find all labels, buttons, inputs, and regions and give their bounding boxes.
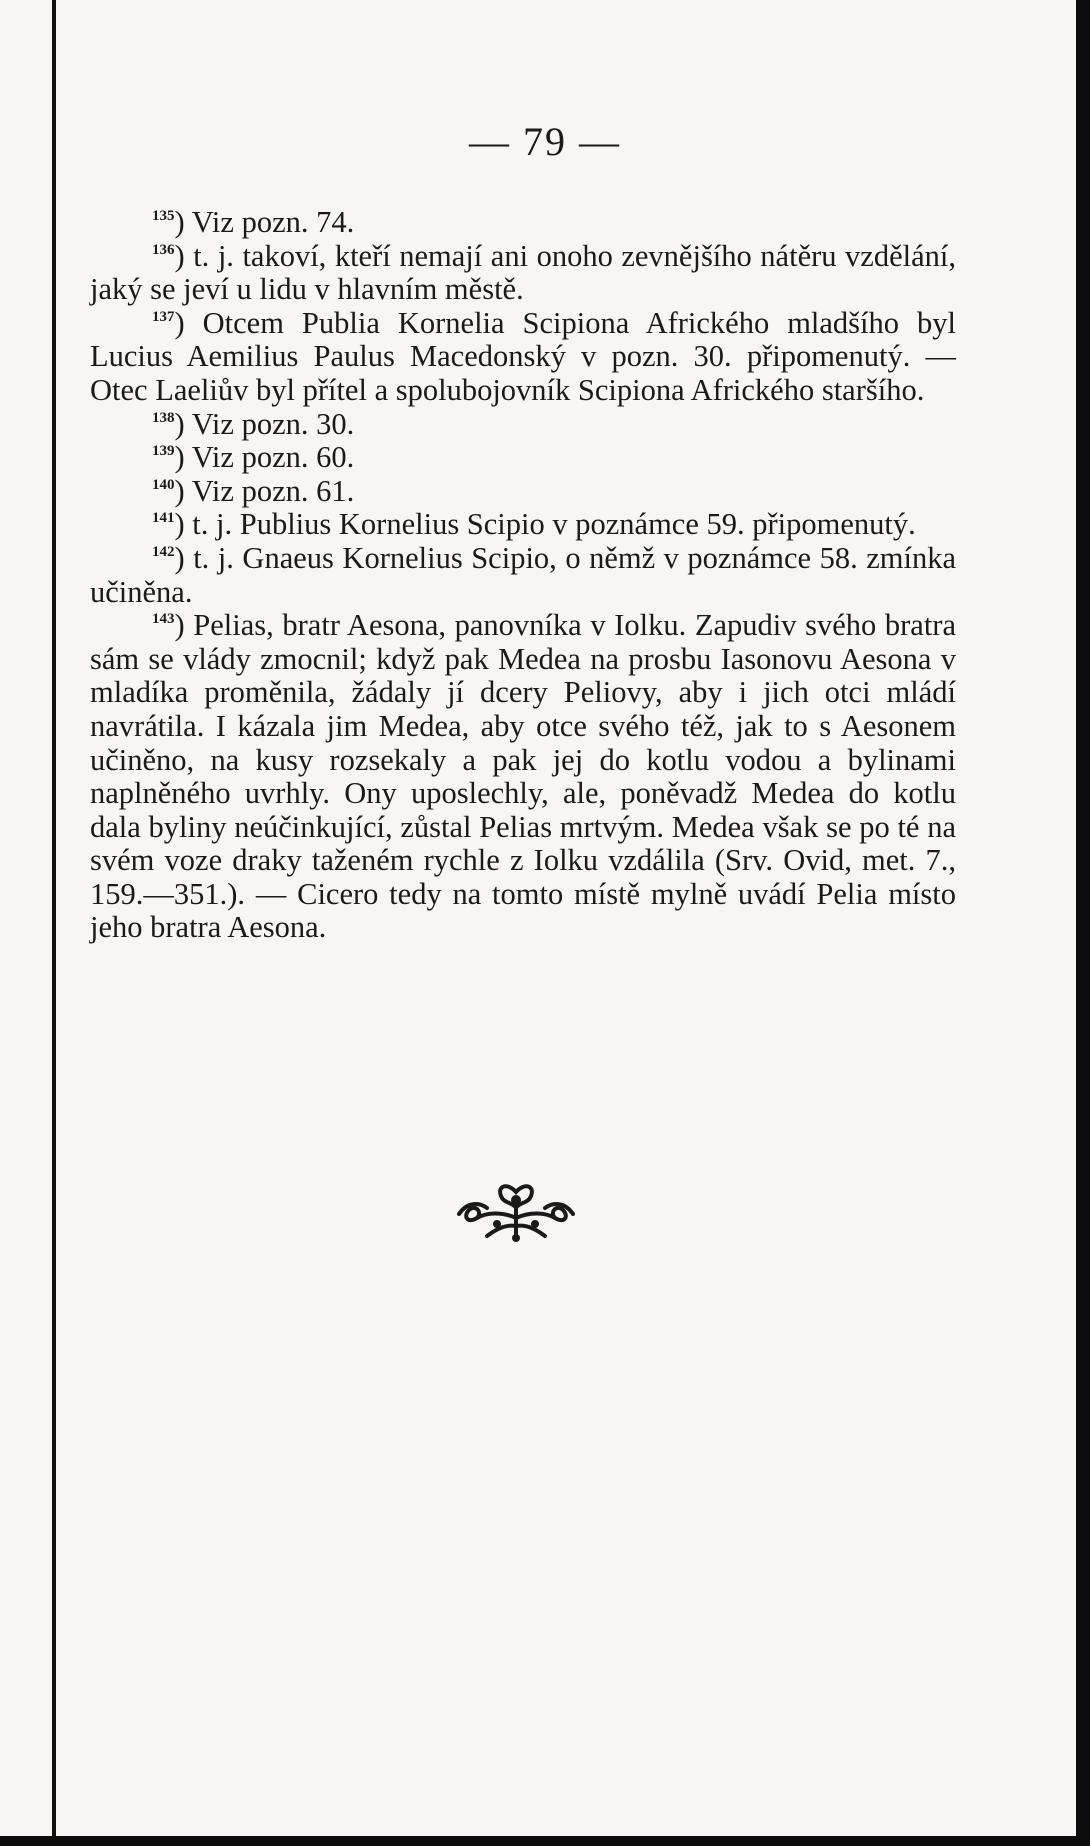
footnote-ref: 137	[152, 308, 175, 325]
footnote-ref: 139	[152, 443, 175, 460]
footnote-ref: 138	[152, 409, 175, 426]
footnote: $^{135}$) Viz pozn. 74.	[152, 205, 355, 239]
scan-edge-right	[1076, 0, 1090, 1846]
floral-ornament-icon	[457, 1178, 575, 1244]
footnote: $^{139}$) Viz pozn. 60.	[152, 440, 355, 475]
footnote-ref: 136	[152, 241, 175, 258]
footnote-ref: 140	[152, 476, 175, 493]
footnote-text: Viz pozn. 74.	[191, 205, 355, 239]
footnote-ref: 135	[152, 208, 175, 224]
footnote: $^{136}$) t. j. takoví, kteří nemají ani onoho zevnějšího nátěru vzdělání, jaký se jeví u lidu v hlavním městě.	[90, 238, 956, 307]
footnote-ref: 143	[152, 611, 175, 628]
binding-edge	[52, 0, 56, 1846]
footnote-text: Viz pozn. 30.	[191, 406, 355, 441]
footnote-ref: 142	[152, 543, 175, 560]
page-number: — 79 —	[469, 119, 621, 164]
scan-edge-bottom	[0, 1836, 1090, 1846]
footnote-ref: 141	[152, 510, 175, 527]
footnote: $^{143}$) Pelias, bratr Aesona, panovníka v Iolku. Zapudiv svého bratra sám se vlády zmocnil; když pak Medea na prosbu Iasonovu Aesona v mladíka proměnila, žádaly jí dcery Peliovy, aby i jich otci mládí navrátila. I kázala jim Medea, aby otce svého též, jak to s Aesonem učiněno, na kusy rozsekaly a pak jej do kotlu vodou a bylinami naplněného uvrhly. Ony uposlechly, ale, poněvadž Medea do kotlu dala byliny neúčinkující, zůstal Pelias mrtvým. Medea však se po té na svém voze draky taženém rychle z Iolku vzdálila (Srv. Ovid, met. 7., 159.—351.). — Cicero tedy na tomto místě mylně uvádí Pelia místo jeho bratra Aesona.	[90, 608, 956, 945]
footnote-text: t. j. Gnaeus Kornelius Scipio, o němž v poznámce 58. zmínka učiněna.	[90, 540, 956, 609]
footnote: $^{140}$) Viz pozn. 61.	[152, 473, 355, 508]
footnote: $^{138}$) Viz pozn. 30.	[152, 406, 355, 441]
footnote-text: Viz pozn. 60.	[191, 440, 355, 475]
footnote-text: t. j. Publius Kornelius Scipio v poznámce 59. připomenutý.	[192, 507, 916, 542]
footnote-text: Pelias, bratr Aesona, panovníka v Iolku. Zapudiv svého bratra sám se vlády zmocnil; když pak Medea na prosbu Iasonovu Aesona v mladíka proměnila, žádaly jí dcery Peliovy, aby i jich otci mládí navrátila. I kázala jim Medea, aby otce svého též, jak to s Aesonem učiněno, na kusy rozsekaly a pak jej do kotlu vodou a bylinami naplněného uvrhly. Ony uposlechly, ale, poněvadž Medea do kotlu dala byliny neúčinkující, zůstal Pelias mrtvým. Medea však se po té na svém voze draky taženém rychle z Iolku vzdálila (Srv. Ovid, met. 7., 159.—351.). — Cicero tedy na tomto místě mylně uvádí Pelia místo jeho bratra Aesona.	[90, 608, 956, 945]
footnote: $^{141}$) t. j. Publius Kornelius Scipio v poznámce 59. připomenutý.	[152, 507, 916, 542]
footnote-text: Viz pozn. 61.	[191, 473, 355, 508]
footnote-text: t. j. takoví, kteří nemají ani onoho zevnějšího nátěru vzdělání, jaký se jeví u lidu v hlavním městě.	[90, 238, 956, 307]
footnote: $^{142}$) t. j. Gnaeus Kornelius Scipio, o němž v poznámce 58. zmínka učiněna.	[90, 540, 956, 609]
footnote-text: Otcem Publia Kornelia Scipiona Afrického mladšího byl Lucius Aemilius Paulus Macedonský v pozn. 30. připomenutý. — Otec Laeliův byl přítel a spolubojovník Scipiona Afrického staršího.	[90, 305, 956, 407]
footnote: $^{137}$) Otcem Publia Kornelia Scipiona Afrického mladšího byl Lucius Aemilius Paulus Macedonský v pozn. 30. připomenutý. — Otec Laeliův byl přítel a spolubojovník Scipiona Afrického staršího.	[90, 305, 956, 407]
footnotes	[90, 206, 956, 945]
